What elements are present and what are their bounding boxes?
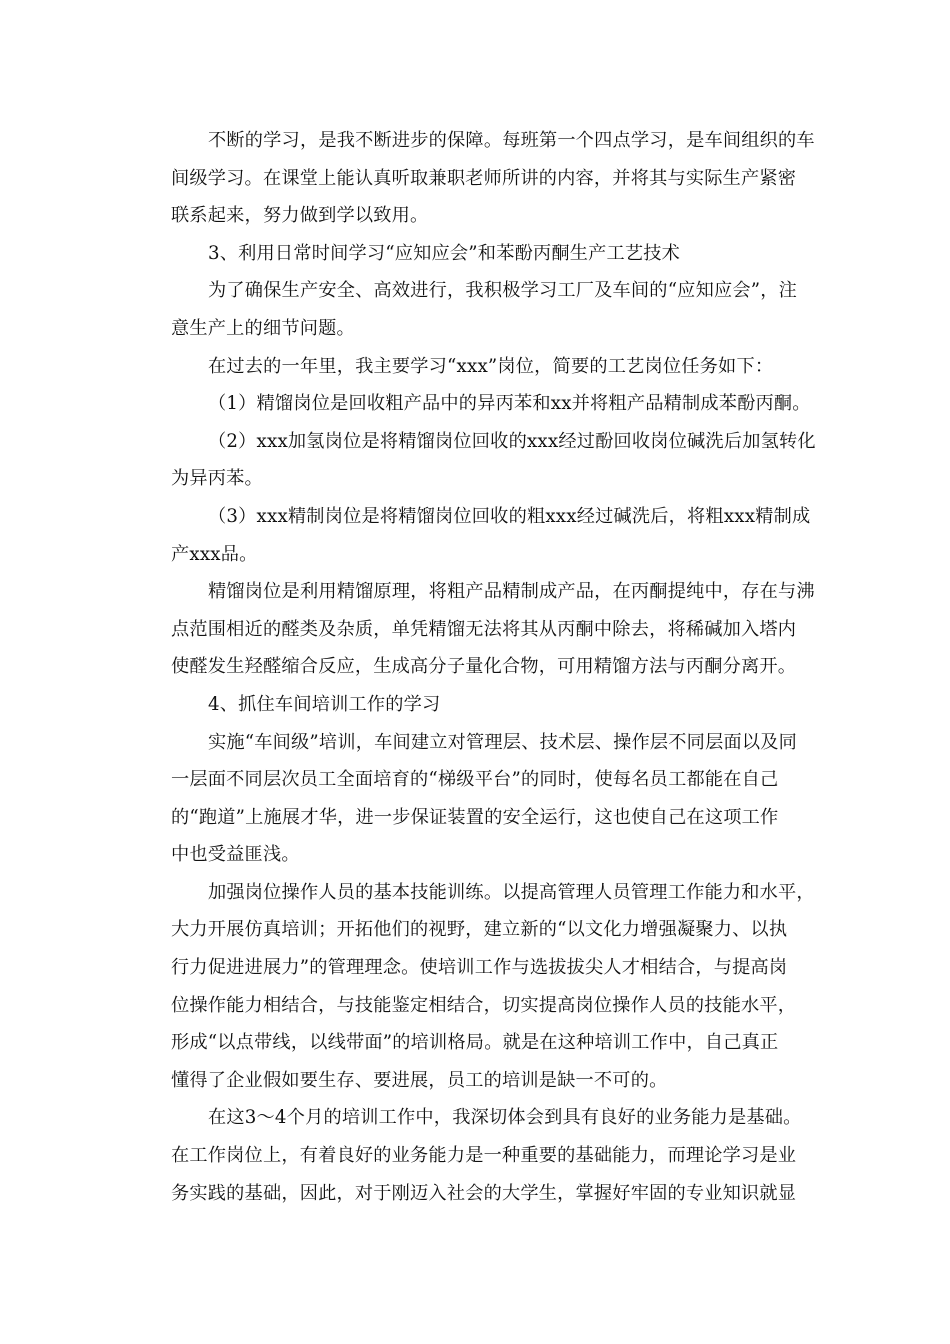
paragraph-4 [134, 573, 814, 686]
text-line: 在工作岗位上，有着良好的业务能力是一种重要的基础能力，而理论学习是业 [171, 1145, 797, 1167]
paragraph-2 [134, 272, 814, 347]
text-line: 加强岗位操作人员的基本技能训练。以提高管理人员管理工作能力和水平， [208, 881, 815, 903]
text-line: 懂得了企业假如要生存、要进展，员工的培训是缺一不可的。 [171, 1069, 668, 1091]
text-line: 实施“车间级”培训，车间建立对管理层、技术层、操作层不同层面以及同 [208, 731, 798, 753]
text-line: 3、利用日常时间学习“应知应会”和苯酚丙酮生产工艺技术 [208, 242, 681, 264]
paragraph-3 [134, 348, 814, 386]
list-item-2 [134, 423, 814, 498]
text-line: （1）精馏岗位是回收粗产品中的异丙苯和xx并将粗产品精制成苯酚丙酮。 [208, 393, 811, 415]
paragraph-5 [134, 724, 814, 874]
text-line: （2）xxx加氢岗位是将精馏岗位回收的xxx经过酚回收岗位碱洗后加氢转化 [208, 430, 816, 452]
text-line: 意生产上的细节问题。 [171, 317, 355, 339]
paragraph-1 [134, 122, 814, 235]
text-line: 的“跑道”上施展才华，进一步保证装置的安全运行，这也使自己在这项工作 [171, 806, 779, 828]
text-line: 使醛发生羟醛缩合反应，生成高分子量化合物，可用精馏方法与丙酮分离开。 [171, 656, 797, 678]
document-body [134, 122, 814, 1212]
text-line: 点范围相近的醛类及杂质，单凭精馏无法将其从丙酮中除去，将稀碱加入塔内 [171, 618, 797, 640]
text-line: 行力促进进展力”的管理理念。使培训工作与选拔拔尖人才相结合，与提高岗 [171, 957, 788, 979]
list-item-3 [134, 498, 814, 573]
text-line: 中也受益匪浅。 [171, 844, 300, 866]
text-line: 4、抓住车间培训工作的学习 [208, 693, 441, 715]
section-heading-3 [134, 235, 814, 273]
paragraph-6 [134, 874, 814, 1100]
text-line: 务实践的基础，因此，对于刚迈入社会的大学生，掌握好牢固的专业知识就显 [171, 1182, 797, 1204]
text-line: 在这3～4个月的培训工作中，我深切体会到具有良好的业务能力是基础。 [208, 1107, 802, 1129]
text-line: 一层面不同层次员工全面培育的“梯级平台”的同时，使每名员工都能在自己 [171, 769, 779, 791]
text-line: 大力开展仿真培训；开拓他们的视野，建立新的“以文化力增强凝聚力、以执 [171, 919, 788, 941]
text-line: （3）xxx精制岗位是将精馏岗位回收的粗xxx经过碱洗后，将粗xxx精制成 [208, 505, 811, 527]
section-heading-4 [134, 686, 814, 724]
list-item-1 [134, 385, 814, 423]
text-line: 不断的学习，是我不断进步的保障。每班第一个四点学习，是车间组织的车 [208, 130, 815, 151]
text-line: 为了确保生产安全、高效进行，我积极学习工厂及车间的“应知应会”，注 [208, 280, 798, 302]
text-line: 产xxx品。 [171, 543, 258, 565]
text-line: 间级学习。在课堂上能认真听取兼职老师所讲的内容，并将其与实际生产紧密 [171, 167, 797, 189]
paragraph-7 [134, 1099, 814, 1212]
text-line: 形成“以点带线，以线带面”的培训格局。就是在这种培训工作中，自己真正 [171, 1032, 779, 1054]
text-line: 位操作能力相结合，与技能鉴定相结合，切实提高岗位操作人员的技能水平， [171, 994, 797, 1016]
text-line: 为异丙苯。 [171, 468, 263, 490]
text-line: 在过去的一年里，我主要学习“xxx”岗位，简要的工艺岗位任务如下： [208, 355, 774, 377]
text-line: 精馏岗位是利用精馏原理，将粗产品精制成产品，在丙酮提纯中，存在与沸 [208, 581, 815, 603]
text-line: 联系起来，努力做到学以致用。 [171, 205, 429, 227]
